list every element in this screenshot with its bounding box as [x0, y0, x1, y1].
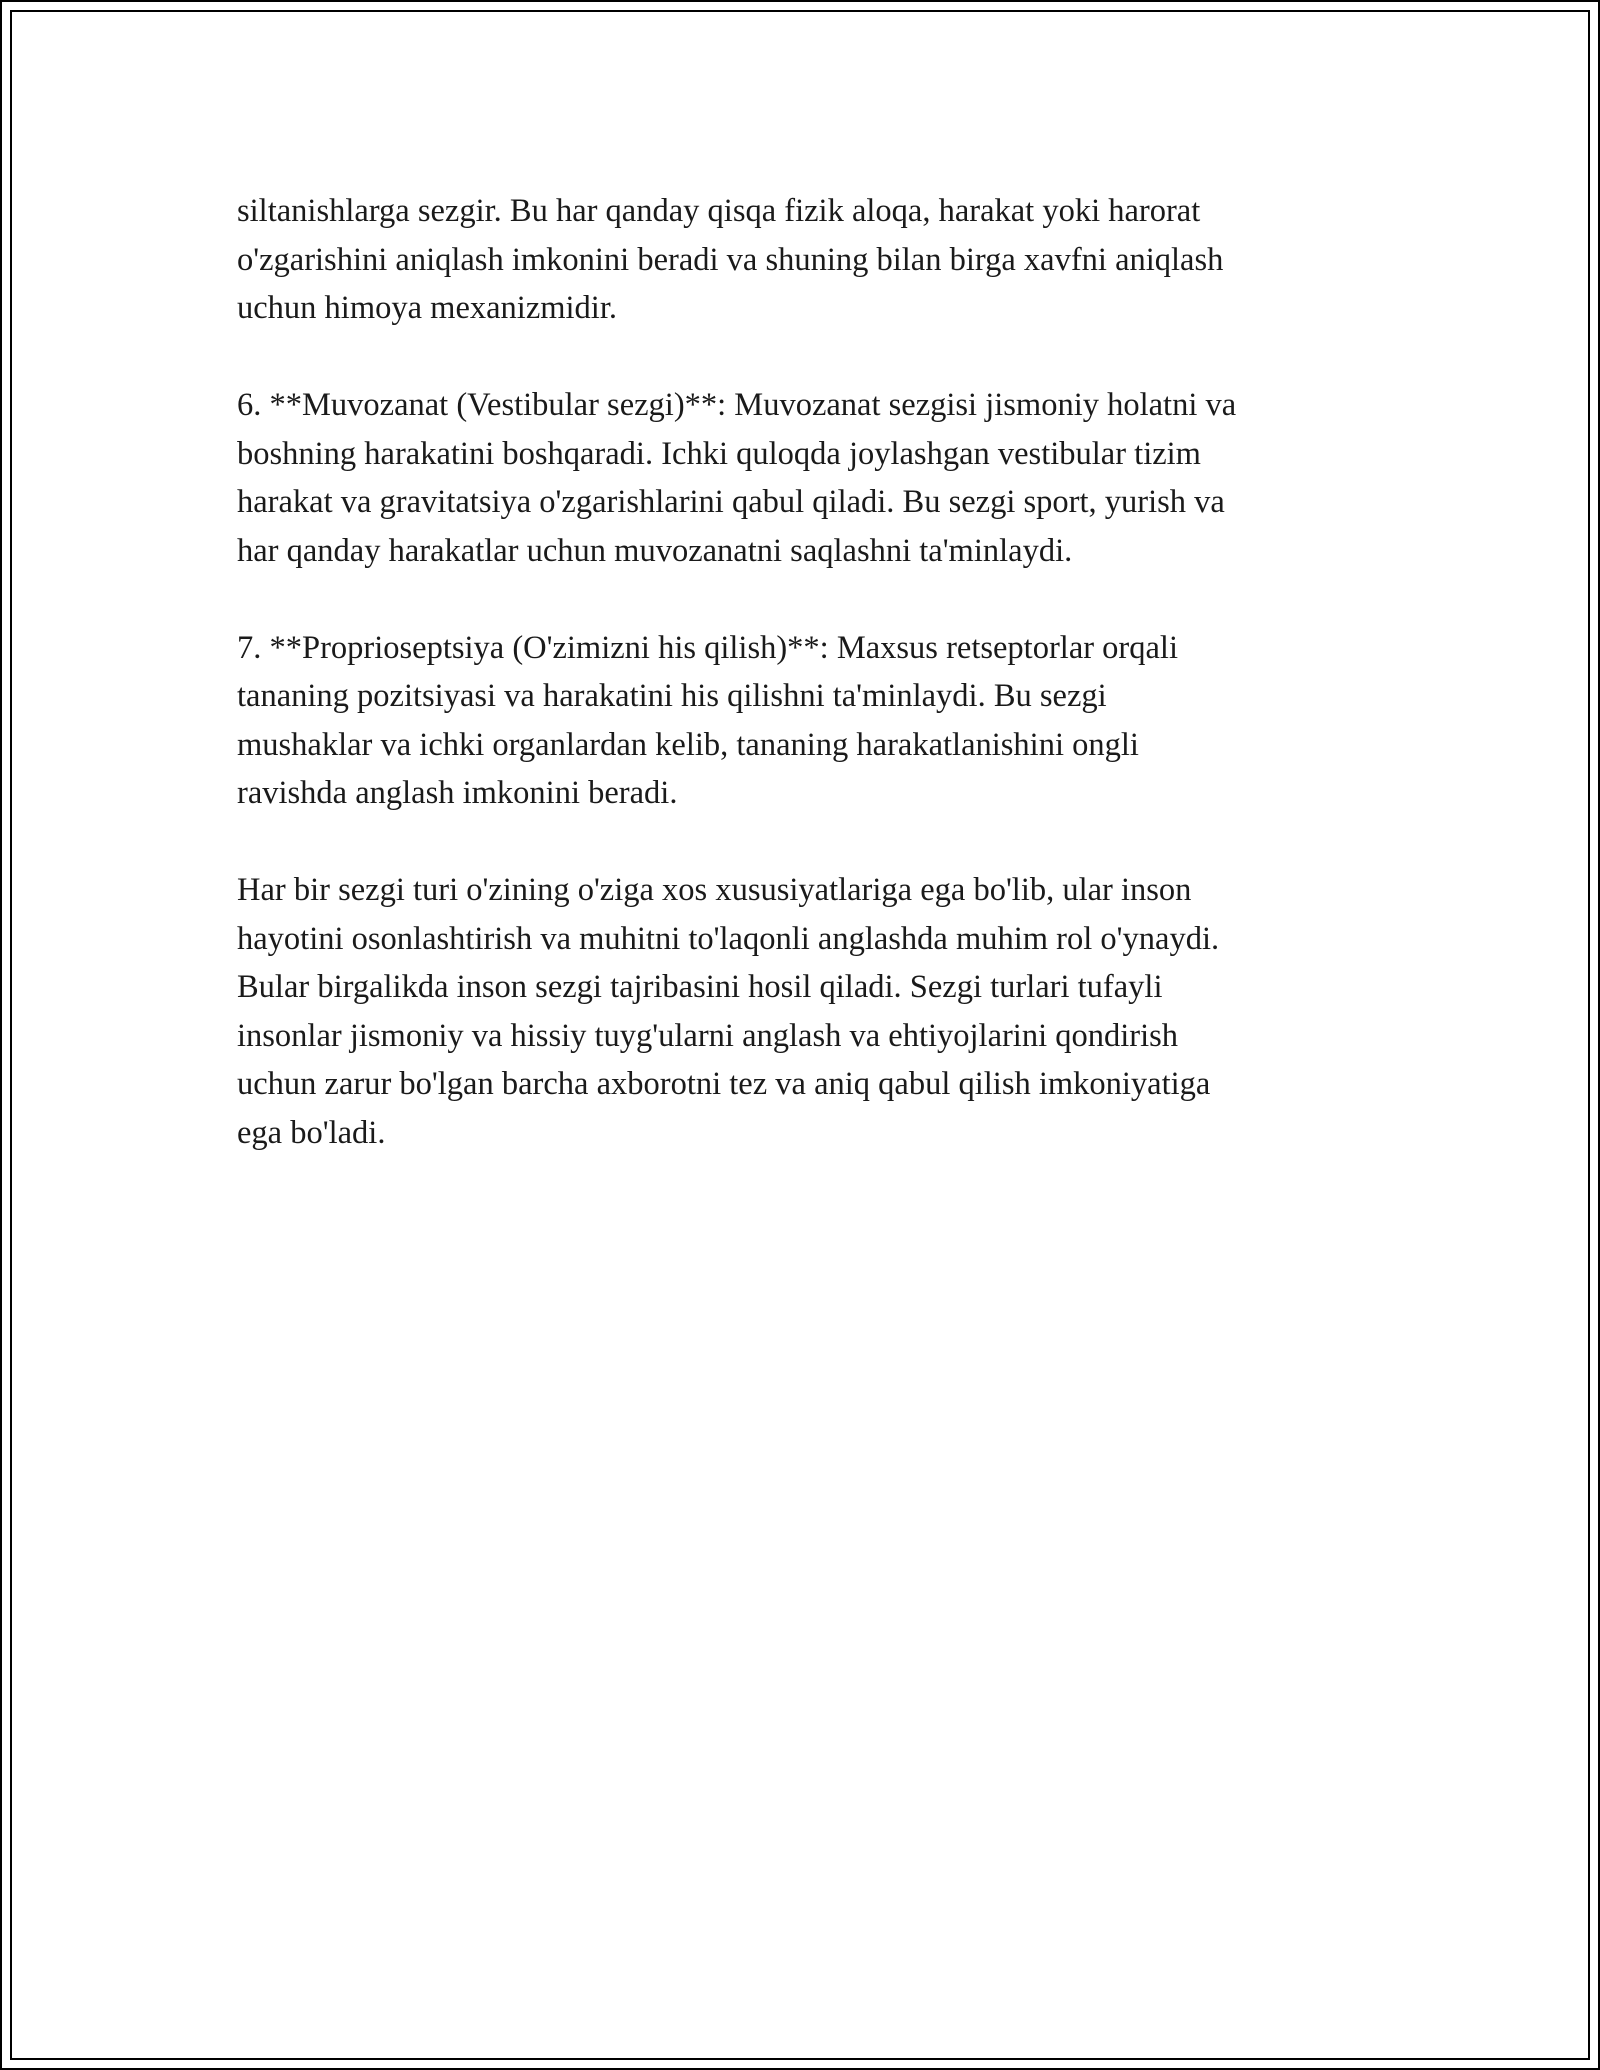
paragraph-balance-sense: 6. **Muvozanat (Vestibular sezgi)**: Muvozanat sezgisi jismoniy holatni va boshning harakatini boshqaradi. Ichki quloqda joylashgan vestibular tizim harakat va gravitatsiya o'zgarishlarini qabul qiladi. Bu sezgi sport, yurish va har qanday harakatlar uchun muvozanatni saqlashni ta'minlaydi.	[237, 387, 1237, 569]
paragraph-proprioception: 7. **Proprioseptsiya (O'zimizni his qilish)**: Maxsus retseptorlar orqali tananing pozitsiyasi va harakatini his qilishni ta'minlaydi. Bu sezgi mushaklar va ichki organlardan kelib, tananing harakatlanishini ongli ravishda anglash imkonini beradi.	[237, 629, 1178, 811]
document-body	[237, 187, 1377, 1206]
paragraph-conclusion: Har bir sezgi turi o'zining o'ziga xos xususiyatlariga ega bo'lib, ular inson hayotini osonlashtirish va muhitni to'laqonli anglashda muhim rol o'ynaydi. Bular birgalikda inson sezgi tajribasini hosil qiladi. Sezgi turlari tufayli insonlar jismoniy va hissiy tuyg'ularni anglash va ehtiyojlarini qondirish uchun zarur bo'lgan barcha axborotni tez va aniq qabul qilish imkoniyatiga ega bo'ladi.	[237, 872, 1220, 1151]
paragraph-touch-continuation: siltanishlarga sezgir. Bu har qanday qisqa fizik aloqa, harakat yoki harorat o'zgarishini aniqlash imkonini beradi va shuning bilan birga xavfni aniqlash uchun himoya mexanizmidir.	[237, 193, 1224, 326]
